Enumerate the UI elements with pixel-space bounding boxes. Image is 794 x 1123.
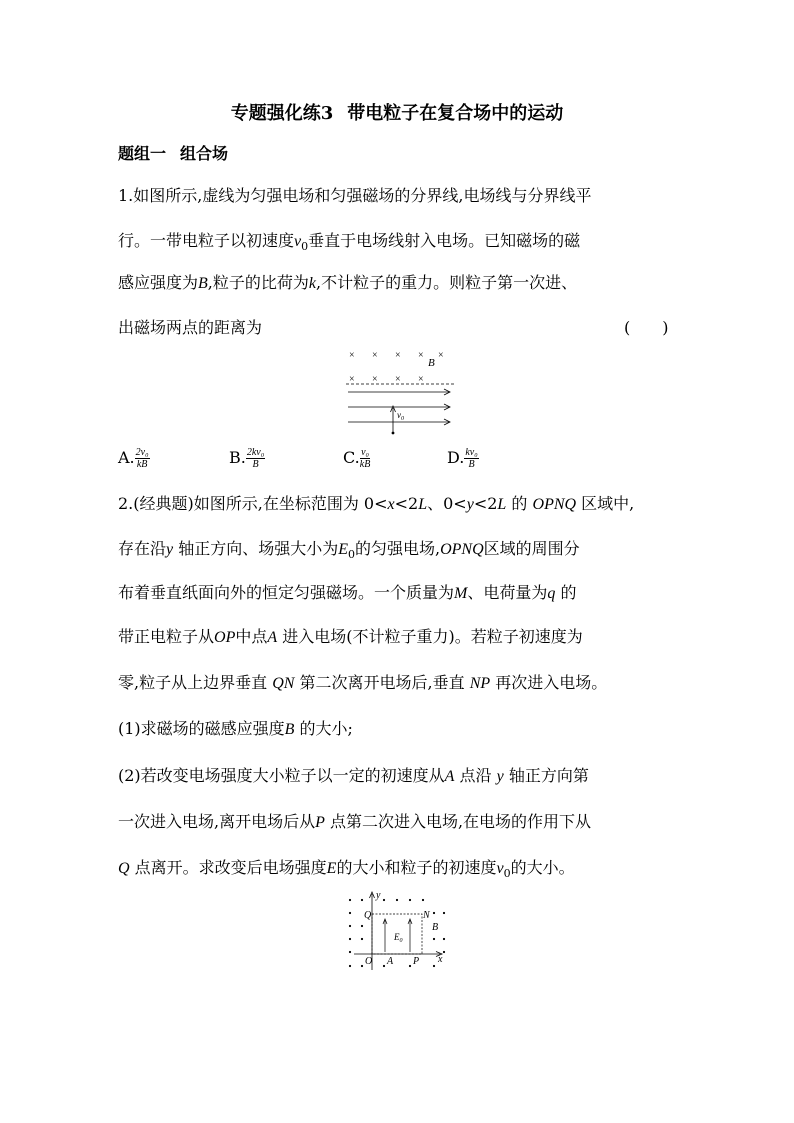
var-v: v: [294, 233, 302, 250]
v0-label: $v_0$: [397, 410, 404, 422]
var-B: B: [284, 721, 295, 738]
var-QN: QN: [272, 675, 295, 692]
q1-text: 感应强度为: [118, 273, 199, 292]
option-fraction: [135, 447, 150, 470]
q2-text: 点沿: [454, 766, 497, 785]
label-A: A: [387, 956, 394, 967]
var-q: q: [547, 585, 556, 602]
q2-text: 、0<: [427, 494, 467, 513]
option-fraction: [360, 447, 371, 470]
option-letter: C.: [343, 448, 360, 467]
var-E: E: [338, 541, 348, 558]
var-L: L: [418, 496, 428, 513]
fraction-den: kB: [136, 459, 148, 470]
q2-sub2-line3: [118, 855, 575, 880]
q2-text: 零,粒子从上边界垂直: [118, 673, 273, 692]
answer-bracket: ( ): [624, 318, 669, 337]
label-Q: Q: [364, 910, 372, 921]
option-fraction: [464, 447, 478, 470]
var-x: x: [387, 496, 395, 513]
q1-text: 垂直于电场线射入电场。已知磁场的磁: [308, 231, 581, 250]
q2-text: 布着垂直纸面向外的恒定匀强磁场。一个质量为: [118, 583, 455, 602]
q2-line3: [118, 580, 576, 603]
q1-text: 行。一带电粒子以初速度: [118, 231, 295, 250]
q2-text: (1)求磁场的磁感应强度: [118, 719, 285, 738]
var-OPNQ: OPNQ: [532, 496, 577, 513]
option-letter: D.: [447, 448, 465, 467]
particle-dot: [392, 432, 395, 435]
var-P: P: [315, 814, 325, 831]
fraction-den: B: [468, 459, 475, 470]
q2-text: 区域的周围分: [483, 539, 580, 558]
var-y: y: [166, 541, 174, 558]
label-N: N: [423, 910, 430, 921]
fraction-den: B: [252, 459, 259, 470]
q2-text: 、电荷量为: [467, 583, 548, 602]
q2-text: 再次进入电场。: [490, 673, 608, 692]
cross-mark: ×: [418, 374, 424, 385]
field-B-label: B: [428, 357, 435, 369]
q2-sub2-line1: [118, 763, 589, 786]
q2-line5: [118, 670, 607, 693]
fraction-num: kv₀: [465, 447, 478, 458]
q2-text: 的大小和粒子的初速度: [336, 858, 497, 877]
sub-0: 0: [301, 240, 309, 254]
q1-text: ,不计粒子的重力。则粒子第一次进、: [316, 273, 578, 292]
q2-text: (2)若改变电场强度大小粒子以一定的初速度从: [118, 766, 445, 785]
var-M: M: [454, 585, 468, 602]
q2-line4: [118, 624, 583, 647]
cross-mark: ×: [372, 350, 378, 361]
q2-text: 的: [506, 494, 533, 513]
var-Q: Q: [118, 860, 130, 877]
q1-line2: [118, 228, 580, 253]
q2-sub1: [118, 716, 353, 739]
group-heading: [118, 141, 228, 164]
sub-0: 0: [503, 867, 511, 881]
q2-text: 进入电场(不计粒子重力)。若粒子初速度为: [277, 627, 583, 646]
q2-text: <2: [473, 494, 498, 513]
option-c[interactable]: [343, 447, 370, 470]
q2-text: 存在沿: [118, 539, 167, 558]
option-letter: B.: [229, 448, 246, 467]
q2-text: <2: [394, 494, 419, 513]
label-P: P: [413, 956, 420, 967]
label-y: y: [376, 890, 381, 901]
q1-figure: [340, 348, 460, 436]
fraction-num: 2v₀: [135, 447, 149, 458]
fraction-den: kB: [359, 459, 371, 470]
q2-text: 的大小;: [294, 719, 353, 738]
q2-text: 第二次离开电场后,垂直: [294, 673, 470, 692]
var-A: A: [444, 768, 455, 785]
title-part2: 带电粒子在复合场中的运动: [347, 103, 564, 124]
q2-text: 带正电粒子从: [118, 627, 215, 646]
q2-text: 的匀强电场,: [355, 539, 441, 558]
var-y: y: [466, 496, 474, 513]
var-E: E: [326, 860, 337, 877]
fraction-num: 2kv₀: [246, 447, 265, 458]
label-B: B: [432, 922, 439, 933]
cross-mark: ×: [395, 350, 401, 361]
page-title: [0, 99, 794, 125]
q2-line1: [118, 491, 634, 514]
q2-text: 中点: [235, 627, 268, 646]
label-x: x: [438, 954, 443, 965]
sub-0: 0: [348, 548, 355, 562]
q2-figure: [340, 888, 450, 972]
q2-text: 点第二次进入电场,在电场的作用下从: [324, 812, 592, 831]
cross-mark: ×: [372, 374, 378, 385]
option-d[interactable]: [447, 447, 479, 470]
option-b[interactable]: [229, 447, 265, 470]
title-part1: 专题强化练3: [230, 103, 334, 124]
cross-mark: ×: [395, 374, 401, 385]
q2-text: 区域中,: [576, 494, 635, 513]
q1-line1: 1.如图所示,虚线为匀强电场和匀强磁场的分界线,电场线与分界线平: [118, 186, 592, 205]
label-O: O: [365, 956, 373, 967]
option-a[interactable]: [118, 447, 150, 470]
q2-sub2-line2: [118, 809, 591, 832]
q1-line3: [118, 270, 577, 293]
label-E0: $E_0$: [394, 932, 403, 944]
var-v: v: [496, 860, 504, 877]
q2-text: 的: [555, 583, 577, 602]
q2-line2: [118, 536, 580, 561]
var-L: L: [497, 496, 507, 513]
var-NP: NP: [469, 675, 491, 692]
option-fraction: [246, 447, 265, 470]
q1-text: ,粒子的比荷为: [207, 273, 309, 292]
var-B: B: [198, 275, 208, 292]
q1-line4: 出磁场两点的距离为: [118, 318, 263, 337]
var-y: y: [496, 768, 504, 785]
q2-text: 轴正方向、场强大小为: [173, 539, 339, 558]
var-OP: OP: [214, 629, 236, 646]
cross-mark: ×: [418, 350, 424, 361]
option-letter: A.: [118, 448, 135, 467]
cross-mark: ×: [438, 350, 444, 361]
q2-text: 一次进入电场,离开电场后从: [118, 812, 316, 831]
group-name: 组合场: [180, 144, 229, 163]
cross-mark: ×: [349, 350, 355, 361]
var-k: k: [308, 275, 316, 292]
cross-mark: ×: [349, 374, 355, 385]
var-A: A: [267, 629, 278, 646]
q2-text: 点离开。求改变后电场强度: [129, 858, 327, 877]
fraction-num: v₀: [361, 447, 369, 458]
q2-text: 2.(经典题)如图所示,在坐标范围为 0<: [118, 494, 388, 513]
group-label: 题组一: [118, 144, 167, 163]
var-OPNQ: OPNQ: [440, 541, 484, 558]
q2-text: 的大小。: [510, 858, 575, 877]
q2-text: 轴正方向第: [503, 766, 589, 785]
